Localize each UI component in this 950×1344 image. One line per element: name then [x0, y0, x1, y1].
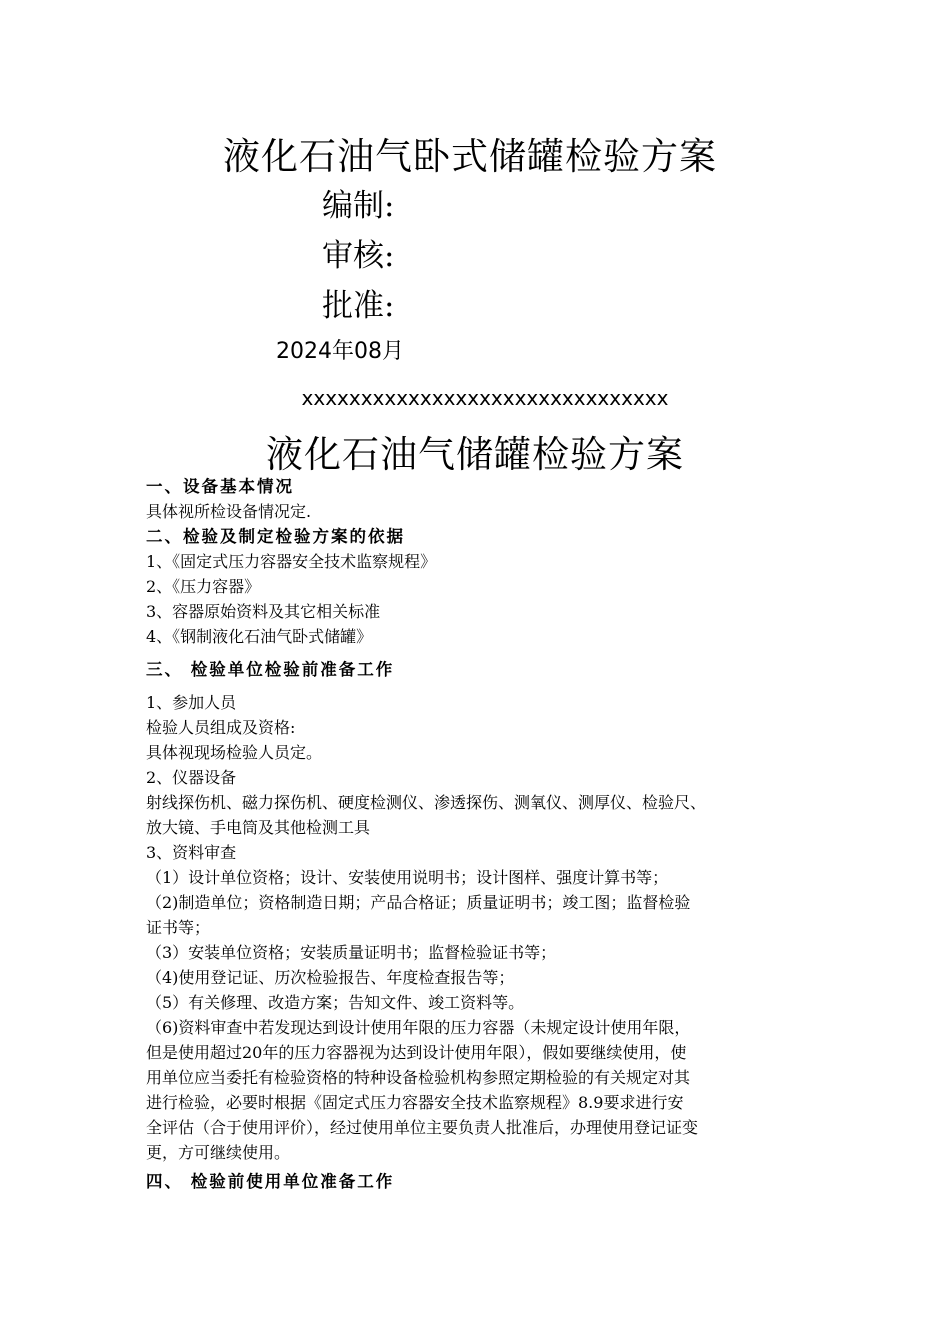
signature-approved: 批准:: [322, 288, 395, 324]
paragraph: 射线探伤机、磁力探伤机、硬度检测仪、渗透探伤、测氧仪、测厚仪、检验尺、: [146, 793, 707, 812]
document-title: 液化石油气储罐检验方案: [266, 433, 684, 476]
signature-reviewed: 审核:: [322, 238, 395, 274]
list-item: 更，方可继续使用。: [146, 1143, 291, 1162]
reference-item: 1、《固定式压力容器安全技术监察规程》: [146, 552, 437, 571]
list-item: 但是使用超过20年的压力容器视为达到设计使用年限），假如要继续使用，使: [146, 1043, 687, 1062]
list-item: 进行检验，必要时根据《固定式压力容器安全技术监察规程》8.9要求进行安: [146, 1093, 684, 1112]
list-item: （1）设计单位资格；设计、安装使用说明书；设计图样、强度计算书等；: [146, 868, 669, 887]
subsection-heading: 2、仪器设备: [146, 768, 237, 787]
reference-item: 2、《压力容器》: [146, 577, 261, 596]
subsection-heading: 1、参加人员: [146, 693, 237, 712]
list-item: （5）有关修理、改造方案；告知文件、竣工资料等。: [146, 993, 525, 1012]
reference-item: 3、容器原始资料及其它相关标准: [146, 602, 381, 621]
list-item: （6)资料审查中若发现达到设计使用年限的压力容器（未规定设计使用年限，: [146, 1018, 691, 1037]
list-item: （4)使用登记证、历次检验报告、年度检查报告等；: [146, 968, 515, 987]
list-item: 全评估（合于使用评价），经过使用单位主要负责人批准后，办理使用登记证变: [146, 1118, 699, 1137]
paragraph: 放大镜、手电筒及其他检测工具: [146, 818, 371, 837]
section-heading-3: 三、 检验单位检验前准备工作: [146, 660, 395, 679]
list-item: 用单位应当委托有检验资格的特种设备检验机构参照定期检验的有关规定对其: [146, 1068, 691, 1087]
paragraph: 具体视所检设备情况定.: [146, 502, 312, 521]
paragraph: 检验人员组成及资格:: [146, 718, 296, 737]
section-heading-4: 四、 检验前使用单位准备工作: [146, 1172, 395, 1191]
section-heading-2: 二、检验及制定检验方案的依据: [146, 527, 405, 546]
signature-compiled: 编制:: [322, 188, 395, 224]
cover-title: 液化石油气卧式储罐检验方案: [223, 135, 717, 178]
divider-line: xxxxxxxxxxxxxxxxxxxxxxxxxxxxxxx: [301, 386, 669, 410]
paragraph: 具体视现场检验人员定。: [146, 743, 323, 762]
document-body: [146, 474, 818, 1194]
subsection-heading: 3、资料审查: [146, 843, 237, 862]
cover-date: 2024年08月: [276, 339, 404, 364]
list-item: （3）安装单位资格；安装质量证明书；监督检验证书等；: [146, 943, 557, 962]
list-item: （2)制造单位；资格制造日期；产品合格证；质量证明书；竣工图；监督检验: [146, 893, 691, 912]
list-item: 证书等；: [146, 918, 211, 937]
section-heading-1: 一、设备基本情况: [146, 477, 294, 496]
reference-item: 4、《钢制液化石油气卧式储罐》: [146, 627, 373, 646]
